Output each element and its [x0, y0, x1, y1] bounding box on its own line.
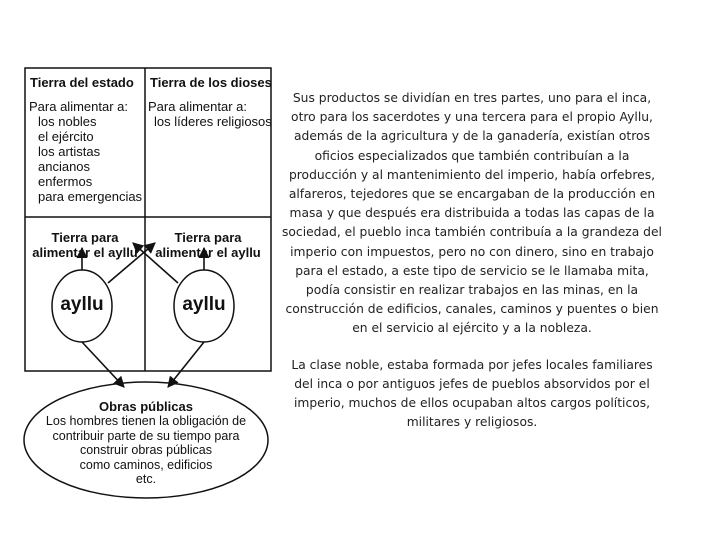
tierra-ayllu-right-label	[148, 230, 268, 260]
list-item: los artistas	[38, 144, 101, 159]
paragraph-productos: Sus productos se dividían en tres partes, uno para el inca, otro para los sacerdotes y una tercera para el propio Ayllu, además de la agricultura y de la ganadería, existían otros oficios especializados que también contribuían a la producción y al mantenimiento del imperio, había orfebres, alfareros, tejedores que se encargaban de la producción en masa y que después era distribuida a todas las capas de la sociedad, el pueblo inca también contribuía a la grandeza del imperio con impuestos, pero no con dinero, sino en trabajo para el estado, a este tipo de servicio se le llamaba mita, podía consistir en realizar trabajos en las minas, en la construcción de edificios, canales, caminos y puentes o bien en el servicio al ejército y a la nobleza.	[282, 91, 662, 336]
tierra-dioses-heading: Para alimentar a:	[148, 99, 247, 114]
tierra-ayllu-left-line1: Tierra para	[51, 230, 119, 245]
paragraph-clase-noble: La clase noble, estaba formada por jefes locales familiares del inca o por antiguos jefes de pueblos absorvidos por el imperio, muchos de ellos ocupaban altos cargos políticos, militares y religiosos.	[291, 357, 653, 430]
list-item: los nobles	[38, 114, 97, 129]
obras-publicas-text	[34, 414, 258, 487]
tierra-estado-heading: Para alimentar a:	[29, 99, 128, 114]
tierra-estado-title: Tierra del estado	[30, 75, 134, 90]
tierra-ayllu-right-line1: Tierra para	[174, 230, 242, 245]
list-item: el ejército	[38, 129, 94, 144]
obras-line: como caminos, edificios	[79, 457, 213, 472]
tierra-dioses-title: Tierra de los dioses	[150, 75, 272, 90]
tierra-dioses-list	[154, 114, 272, 129]
list-item: ancianos	[38, 159, 91, 174]
obras-line: etc.	[135, 472, 157, 486]
ayllu-left-label: ayllu	[60, 294, 104, 315]
obras-publicas-title: Obras públicas	[99, 399, 193, 414]
obras-line: contribuir parte de su tiempo para	[52, 428, 240, 443]
land-division-diagram	[0, 0, 290, 540]
list-item: enfermos	[38, 174, 93, 189]
list-item: para emergencias	[38, 189, 143, 204]
tierra-ayllu-left-line2: alimentar el ayllu	[32, 245, 138, 260]
tierra-estado-list	[38, 114, 142, 204]
tierra-ayllu-left-label	[28, 230, 142, 260]
arrow-right-to-obras	[168, 342, 204, 387]
obras-line: Los hombres tienen la obligación de	[45, 414, 247, 428]
obras-line: construir obras públicas	[79, 443, 212, 457]
arrow-left-to-obras	[82, 342, 124, 387]
list-item: los líderes religiosos	[154, 114, 272, 129]
text-column	[281, 89, 663, 449]
tierra-ayllu-right-line2: alimentar el ayllu	[155, 245, 261, 260]
ayllu-right-label: ayllu	[182, 294, 226, 315]
